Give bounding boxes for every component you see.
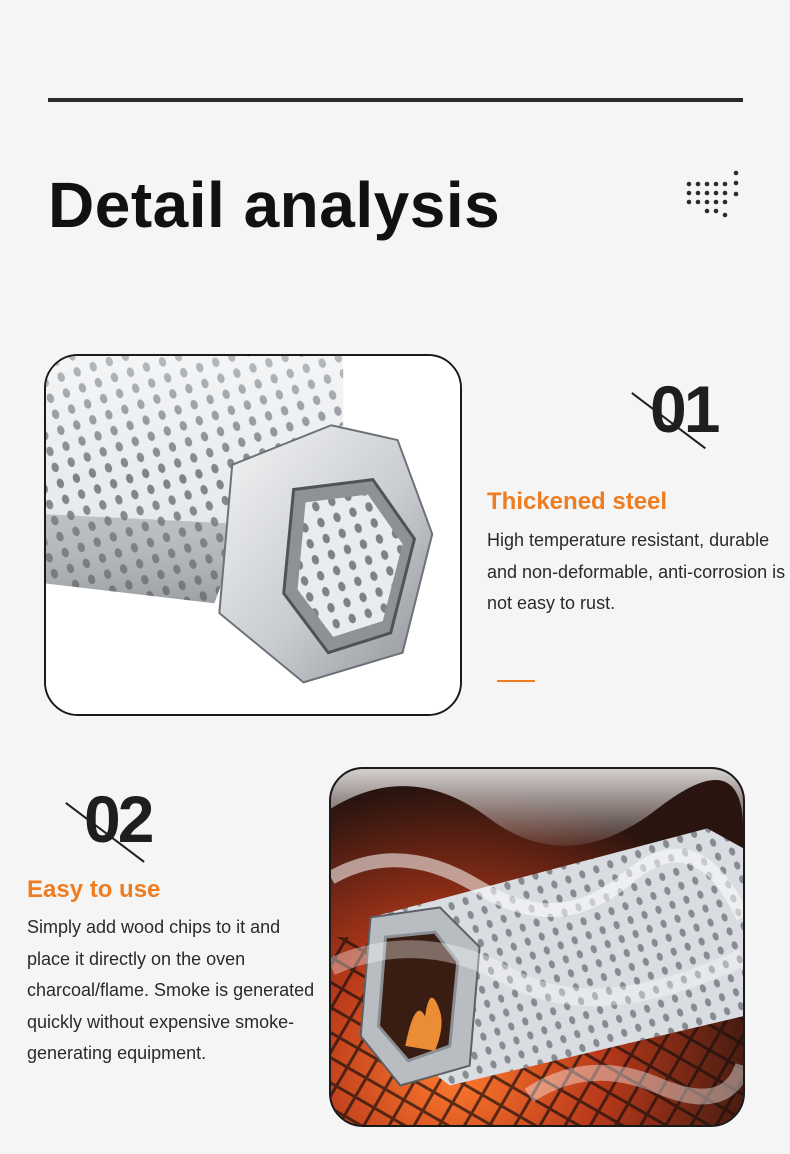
accent-line [497,680,535,682]
dot-grid-decoration [686,170,740,222]
feature-number-02: 02 [84,782,152,856]
feature-description-02: Simply add wood chips to it and place it directly on the oven charcoal/flame. Smoke is generated quickly without expensive smoke-generating equipment. [27,917,315,1063]
top-divider [48,98,743,102]
smoker-tube-on-grill-image [329,767,745,1127]
steel-tube-closeup-image [44,354,462,716]
feature-title-easy-to-use: Easy to use [27,876,161,903]
feature-number-01: 01 [650,372,718,446]
page-title: Detail analysis [48,169,501,241]
feature-title-thickened-steel: Thickened steel [487,488,668,515]
feature-description-01: High temperature resistant, durable and non-deformable, anti-corrosion is not easy to rust. [487,530,786,613]
